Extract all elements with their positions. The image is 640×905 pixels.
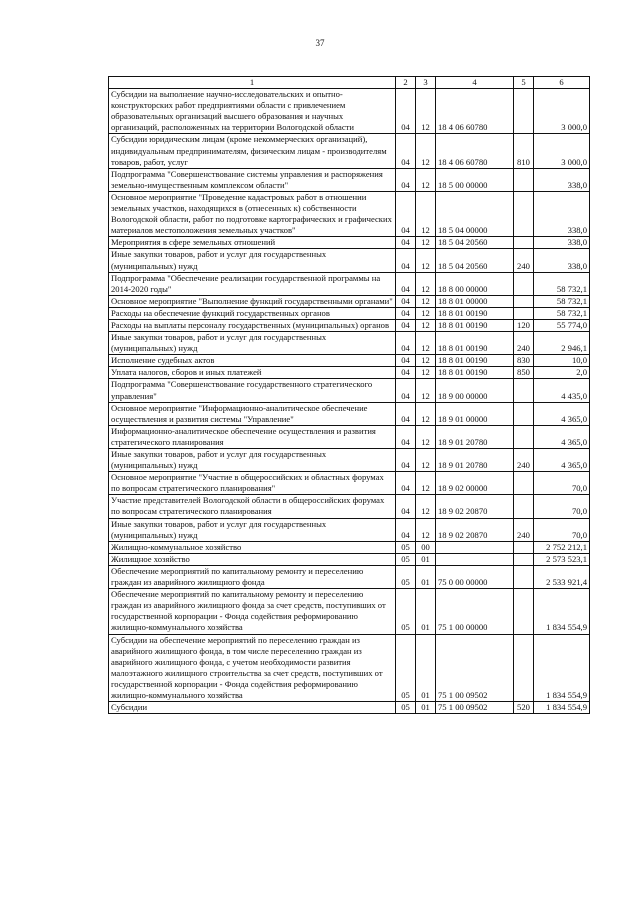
cell-name: Обеспечение мероприятий по капитальному ремонту и переселению граждан из аварийного жилищного фонда	[109, 565, 396, 588]
col-header: 1	[109, 77, 396, 89]
table-row	[109, 425, 590, 448]
cell-name: Обеспечение мероприятий по капитальному ремонту и переселению граждан из аварийного жилищного фонда за счет средств, поступивших от государственной корпорации - Фонда содействия реформированию жилищно-коммунального хозяйства	[109, 589, 396, 634]
cell-expense-type	[514, 307, 534, 319]
cell-amount: 3 000,0	[534, 134, 590, 168]
cell-section: 04	[396, 449, 416, 472]
table-row	[109, 589, 590, 634]
cell-subsection: 00	[416, 541, 436, 553]
cell-section: 04	[396, 367, 416, 379]
cell-section: 04	[396, 319, 416, 331]
cell-amount: 58 732,1	[534, 272, 590, 295]
cell-name: Участие представителей Вологодской области в общероссийских форумах по вопросам стратегического планирования	[109, 495, 396, 518]
table-row	[109, 367, 590, 379]
cell-subsection: 01	[416, 565, 436, 588]
cell-subsection: 12	[416, 355, 436, 367]
cell-name: Расходы на обеспечение функций государственных органов	[109, 307, 396, 319]
cell-subsection: 12	[416, 134, 436, 168]
cell-expense-type	[514, 541, 534, 553]
cell-target-code	[436, 541, 514, 553]
cell-target-code: 18 4 06 60780	[436, 89, 514, 134]
table-row	[109, 702, 590, 714]
cell-expense-type: 850	[514, 367, 534, 379]
cell-amount: 4 435,0	[534, 379, 590, 402]
table-row	[109, 191, 590, 236]
cell-name: Субсидии на выполнение научно-исследовательских и опытно-конструкторских работ предприятиями области с привлечением образовательных организаций высшего образования и научных организаций, расположенных на территории Вологодской области	[109, 89, 396, 134]
cell-target-code: 18 8 01 00190	[436, 355, 514, 367]
cell-expense-type	[514, 295, 534, 307]
cell-subsection: 12	[416, 168, 436, 191]
cell-subsection: 01	[416, 634, 436, 702]
table-row	[109, 168, 590, 191]
cell-name: Субсидии на обеспечение мероприятий по переселению граждан из аварийного жилищного фонда, в том числе переселению граждан из аварийного жилищного фонда, с учетом необходимости развития малоэтажного жилищного строительства за счет средств, поступивших от государственной корпорации - Фонда содействия реформированию жилищно-коммунального хозяйства	[109, 634, 396, 702]
cell-subsection: 12	[416, 307, 436, 319]
cell-target-code: 18 5 04 20560	[436, 237, 514, 249]
cell-section: 04	[396, 89, 416, 134]
cell-target-code: 18 9 01 20780	[436, 425, 514, 448]
cell-section: 05	[396, 565, 416, 588]
cell-subsection: 12	[416, 449, 436, 472]
cell-subsection: 12	[416, 495, 436, 518]
col-header: 4	[436, 77, 514, 89]
cell-expense-type	[514, 589, 534, 634]
table-header-row	[109, 77, 590, 89]
table-row	[109, 249, 590, 272]
cell-name: Основное мероприятие "Выполнение функций государственными органами"	[109, 295, 396, 307]
cell-target-code: 18 9 02 20870	[436, 518, 514, 541]
cell-section: 04	[396, 495, 416, 518]
cell-subsection: 01	[416, 589, 436, 634]
cell-expense-type	[514, 565, 534, 588]
cell-target-code: 18 9 02 00000	[436, 472, 514, 495]
cell-section: 04	[396, 425, 416, 448]
table-row	[109, 541, 590, 553]
budget-table	[108, 76, 590, 714]
cell-name: Иные закупки товаров, работ и услуг для государственных (муниципальных) нужд	[109, 518, 396, 541]
cell-section: 05	[396, 541, 416, 553]
cell-target-code: 18 8 01 00190	[436, 307, 514, 319]
cell-subsection: 12	[416, 472, 436, 495]
cell-expense-type	[514, 495, 534, 518]
cell-amount: 4 365,0	[534, 425, 590, 448]
cell-section: 04	[396, 379, 416, 402]
cell-expense-type: 240	[514, 518, 534, 541]
cell-name: Жилищно-коммунальное хозяйство	[109, 541, 396, 553]
cell-name: Основное мероприятие "Проведение кадастровых работ в отношении земельных участков, находящихся в (отнесенных к) собственности Вологодской области, работ по подготовке картографических и графических материалов местоположения земельных участков"	[109, 191, 396, 236]
cell-expense-type	[514, 272, 534, 295]
cell-name: Жилищное хозяйство	[109, 553, 396, 565]
cell-section: 04	[396, 332, 416, 355]
cell-expense-type: 240	[514, 249, 534, 272]
cell-name: Иные закупки товаров, работ и услуг для государственных (муниципальных) нужд	[109, 249, 396, 272]
cell-subsection: 12	[416, 272, 436, 295]
cell-target-code: 18 8 01 00000	[436, 295, 514, 307]
cell-target-code: 75 0 00 00000	[436, 565, 514, 588]
cell-subsection: 12	[416, 367, 436, 379]
table-row	[109, 134, 590, 168]
cell-subsection: 12	[416, 332, 436, 355]
cell-section: 04	[396, 134, 416, 168]
cell-target-code: 18 5 04 00000	[436, 191, 514, 236]
page-number: 37	[315, 38, 325, 48]
cell-subsection: 01	[416, 702, 436, 714]
cell-section: 04	[396, 272, 416, 295]
cell-subsection: 12	[416, 191, 436, 236]
table-row	[109, 319, 590, 331]
cell-amount: 58 732,1	[534, 307, 590, 319]
cell-amount: 338,0	[534, 168, 590, 191]
cell-target-code: 18 9 02 20870	[436, 495, 514, 518]
cell-expense-type	[514, 191, 534, 236]
cell-expense-type	[514, 402, 534, 425]
cell-name: Информационно-аналитическое обеспечение осуществления и развития стратегического планирования	[109, 425, 396, 448]
table-row	[109, 402, 590, 425]
cell-amount: 2 946,1	[534, 332, 590, 355]
cell-name: Подпрограмма "Обеспечение реализации государственной программы на 2014-2020 годы"	[109, 272, 396, 295]
cell-name: Основное мероприятие "Участие в общероссийских и областных форумах по вопросам стратегического планирования"	[109, 472, 396, 495]
cell-name: Подпрограмма "Совершенствование государственного стратегического управления"	[109, 379, 396, 402]
table-row	[109, 295, 590, 307]
cell-amount: 55 774,0	[534, 319, 590, 331]
cell-amount: 2 573 523,1	[534, 553, 590, 565]
cell-amount: 70,0	[534, 472, 590, 495]
cell-subsection: 12	[416, 379, 436, 402]
cell-subsection: 01	[416, 553, 436, 565]
table-row	[109, 89, 590, 134]
cell-expense-type	[514, 553, 534, 565]
table-row	[109, 449, 590, 472]
cell-subsection: 12	[416, 249, 436, 272]
cell-target-code: 18 8 00 00000	[436, 272, 514, 295]
col-header: 2	[396, 77, 416, 89]
table-row	[109, 379, 590, 402]
cell-section: 04	[396, 295, 416, 307]
cell-target-code	[436, 553, 514, 565]
table-row	[109, 355, 590, 367]
cell-expense-type: 120	[514, 319, 534, 331]
cell-expense-type	[514, 168, 534, 191]
cell-section: 04	[396, 237, 416, 249]
cell-amount: 70,0	[534, 518, 590, 541]
cell-section: 05	[396, 589, 416, 634]
table-row	[109, 553, 590, 565]
cell-section: 04	[396, 191, 416, 236]
table-row	[109, 495, 590, 518]
table-row	[109, 518, 590, 541]
cell-section: 04	[396, 307, 416, 319]
cell-target-code: 18 9 01 20780	[436, 449, 514, 472]
cell-expense-type	[514, 634, 534, 702]
table-row	[109, 472, 590, 495]
table-row	[109, 332, 590, 355]
cell-target-code: 75 1 00 00000	[436, 589, 514, 634]
cell-amount: 10,0	[534, 355, 590, 367]
cell-section: 04	[396, 518, 416, 541]
cell-name: Субсидии юридическим лицам (кроме некоммерческих организаций), индивидуальным предпринимателям, физическим лицам - производителям товаров, работ, услуг	[109, 134, 396, 168]
cell-subsection: 12	[416, 402, 436, 425]
cell-amount: 1 834 554,9	[534, 634, 590, 702]
cell-target-code: 18 9 01 00000	[436, 402, 514, 425]
cell-amount: 70,0	[534, 495, 590, 518]
table-row	[109, 307, 590, 319]
cell-subsection: 12	[416, 518, 436, 541]
cell-section: 04	[396, 168, 416, 191]
col-header: 6	[534, 77, 590, 89]
cell-section: 04	[396, 472, 416, 495]
cell-name: Исполнение судебных актов	[109, 355, 396, 367]
table-row	[109, 237, 590, 249]
cell-amount: 58 732,1	[534, 295, 590, 307]
cell-subsection: 12	[416, 237, 436, 249]
cell-amount: 4 365,0	[534, 402, 590, 425]
cell-expense-type	[514, 89, 534, 134]
cell-expense-type	[514, 425, 534, 448]
cell-expense-type	[514, 379, 534, 402]
cell-expense-type	[514, 237, 534, 249]
cell-target-code: 18 9 00 00000	[436, 379, 514, 402]
cell-target-code: 18 5 00 00000	[436, 168, 514, 191]
cell-name: Подпрограмма "Совершенствование системы управления и распоряжения земельно-имущественным комплексом области"	[109, 168, 396, 191]
cell-name: Расходы на выплаты персоналу государственных (муниципальных) органов	[109, 319, 396, 331]
cell-subsection: 12	[416, 295, 436, 307]
cell-target-code: 75 1 00 09502	[436, 634, 514, 702]
cell-target-code: 18 8 01 00190	[436, 367, 514, 379]
cell-amount: 1 834 554,9	[534, 702, 590, 714]
cell-amount: 338,0	[534, 191, 590, 236]
cell-name: Мероприятия в сфере земельных отношений	[109, 237, 396, 249]
cell-name: Основное мероприятие "Информационно-аналитическое обеспечение осуществления и развития системы "Управление"	[109, 402, 396, 425]
cell-expense-type: 810	[514, 134, 534, 168]
cell-target-code: 18 8 01 00190	[436, 319, 514, 331]
cell-subsection: 12	[416, 89, 436, 134]
table-row	[109, 272, 590, 295]
cell-name: Уплата налогов, сборов и иных платежей	[109, 367, 396, 379]
table-row	[109, 565, 590, 588]
cell-name: Иные закупки товаров, работ и услуг для государственных (муниципальных) нужд	[109, 332, 396, 355]
cell-expense-type: 830	[514, 355, 534, 367]
cell-section: 04	[396, 355, 416, 367]
cell-section: 05	[396, 553, 416, 565]
cell-section: 04	[396, 249, 416, 272]
cell-amount: 2 533 921,4	[534, 565, 590, 588]
col-header: 3	[416, 77, 436, 89]
cell-name: Субсидии	[109, 702, 396, 714]
cell-subsection: 12	[416, 319, 436, 331]
cell-expense-type: 520	[514, 702, 534, 714]
cell-amount: 1 834 554,9	[534, 589, 590, 634]
cell-target-code: 75 1 00 09502	[436, 702, 514, 714]
cell-amount: 338,0	[534, 249, 590, 272]
cell-amount: 338,0	[534, 237, 590, 249]
cell-target-code: 18 5 04 20560	[436, 249, 514, 272]
cell-expense-type: 240	[514, 449, 534, 472]
cell-amount: 2,0	[534, 367, 590, 379]
cell-expense-type: 240	[514, 332, 534, 355]
cell-amount: 4 365,0	[534, 449, 590, 472]
col-header: 5	[514, 77, 534, 89]
cell-target-code: 18 4 06 60780	[436, 134, 514, 168]
cell-name: Иные закупки товаров, работ и услуг для государственных (муниципальных) нужд	[109, 449, 396, 472]
cell-expense-type	[514, 472, 534, 495]
cell-section: 05	[396, 702, 416, 714]
cell-section: 04	[396, 402, 416, 425]
cell-target-code: 18 8 01 00190	[436, 332, 514, 355]
table-row	[109, 634, 590, 702]
cell-amount: 3 000,0	[534, 89, 590, 134]
cell-section: 05	[396, 634, 416, 702]
cell-subsection: 12	[416, 425, 436, 448]
cell-amount: 2 752 212,1	[534, 541, 590, 553]
